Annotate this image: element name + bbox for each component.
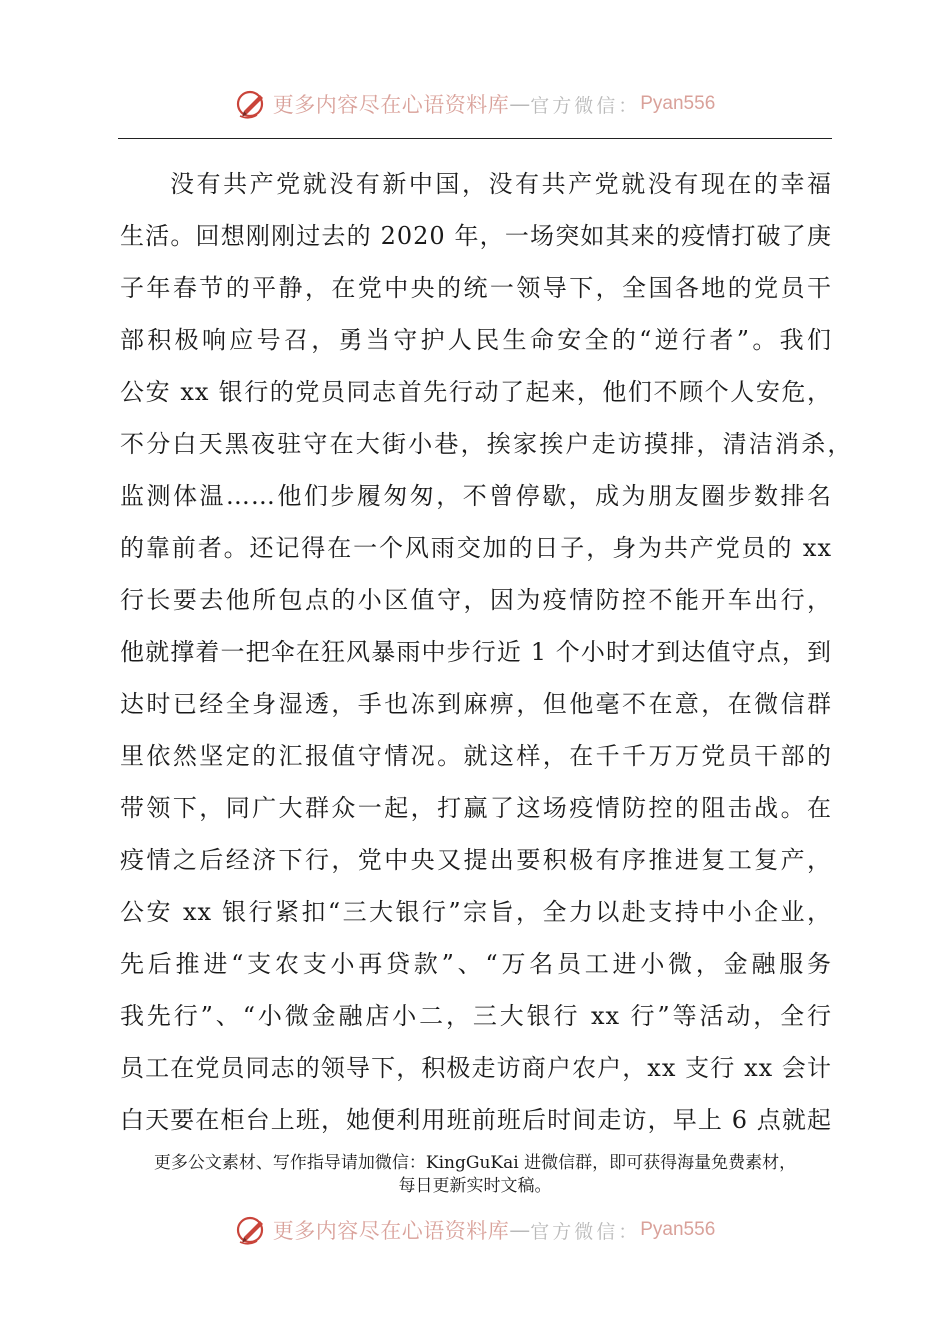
document-body [120,158,854,1146]
body-line: 里依然坚定的汇报值守情况。就这样，在千千万万党员干部的 [120,742,832,770]
footer-note-line: 每日更新实时文稿。 [398,1176,552,1196]
footer-note-line: 更多公文素材、写作指导请加微信：KingGuKai 进微信群，即可获得海量免费素材， [153,1153,797,1173]
body-line: 公安 xx 银行的党员同志首先行动了起来，他们不顾个人安危， [120,378,832,406]
body-line: 部积极响应号召，勇当守护人民生命安全的“逆行者”。我们 [120,326,832,354]
pen-logo-icon [235,1213,269,1247]
body-line: 疫情之后经济下行，党中央又提出要积极有序推进复工复产， [120,846,832,874]
header-divider [118,138,832,139]
brand-wechat-id: Pyan556 [640,93,716,114]
brand-name: 更多内容尽在心语资料库 [272,93,510,117]
body-line: 先后推进“支农支小再贷款”、“万名员工进小微，金融服务 [120,950,832,978]
body-line: 不分白天黑夜驻守在大街小巷，挨家挨户走访摸排，清洁消杀， [120,430,854,458]
body-line: 员工在党员同志的领导下，积极走访商户农户，xx 支行 xx 会计 [120,1054,832,1082]
footer-note [0,1152,950,1198]
brand-separator: — [509,1218,531,1242]
brand-separator: — [509,92,531,116]
body-line: 公安 xx 银行紧扣“三大银行”宗旨，全力以赴支持中小企业， [120,898,832,926]
brand-wechat-id: Pyan556 [640,1219,716,1240]
pen-logo-icon [235,87,269,121]
header-banner [0,82,950,126]
body-line: 监测体温……他们步履匆匆，不曾停歇，成为朋友圈步数排名 [120,482,832,510]
body-line: 子年春节的平静，在党中央的统一领导下，全国各地的党员干 [120,274,832,302]
brand-official-label: 官方微信： [530,94,641,117]
body-line: 行长要去他所包点的小区值守，因为疫情防控不能开车出行， [120,586,832,614]
body-line: 白天要在柜台上班，她便利用班前班后时间走访，早上 6 点就起 [120,1106,832,1134]
brand-official-label: 官方微信： [530,1220,641,1243]
body-line: 的靠前者。还记得在一个风雨交加的日子，身为共产党员的 xx [120,534,832,562]
brand-name: 更多内容尽在心语资料库 [272,1219,510,1243]
footer-banner [0,1208,950,1252]
body-line: 生活。回想刚刚过去的 2020 年，一场突如其来的疫情打破了庚 [120,222,832,250]
body-line: 带领下，同广大群众一起，打赢了这场疫情防控的阻击战。在 [120,794,832,822]
body-line: 没有共产党就没有新中国，没有共产党就没有现在的幸福 [170,170,832,198]
body-line: 我先行”、“小微金融店小二，三大银行 xx 行”等活动，全行 [120,1002,832,1030]
body-line: 达时已经全身湿透，手也冻到麻痹，但他毫不在意，在微信群 [120,690,832,718]
body-line: 他就撑着一把伞在狂风暴雨中步行近 1 个小时才到达值守点，到 [120,638,832,666]
